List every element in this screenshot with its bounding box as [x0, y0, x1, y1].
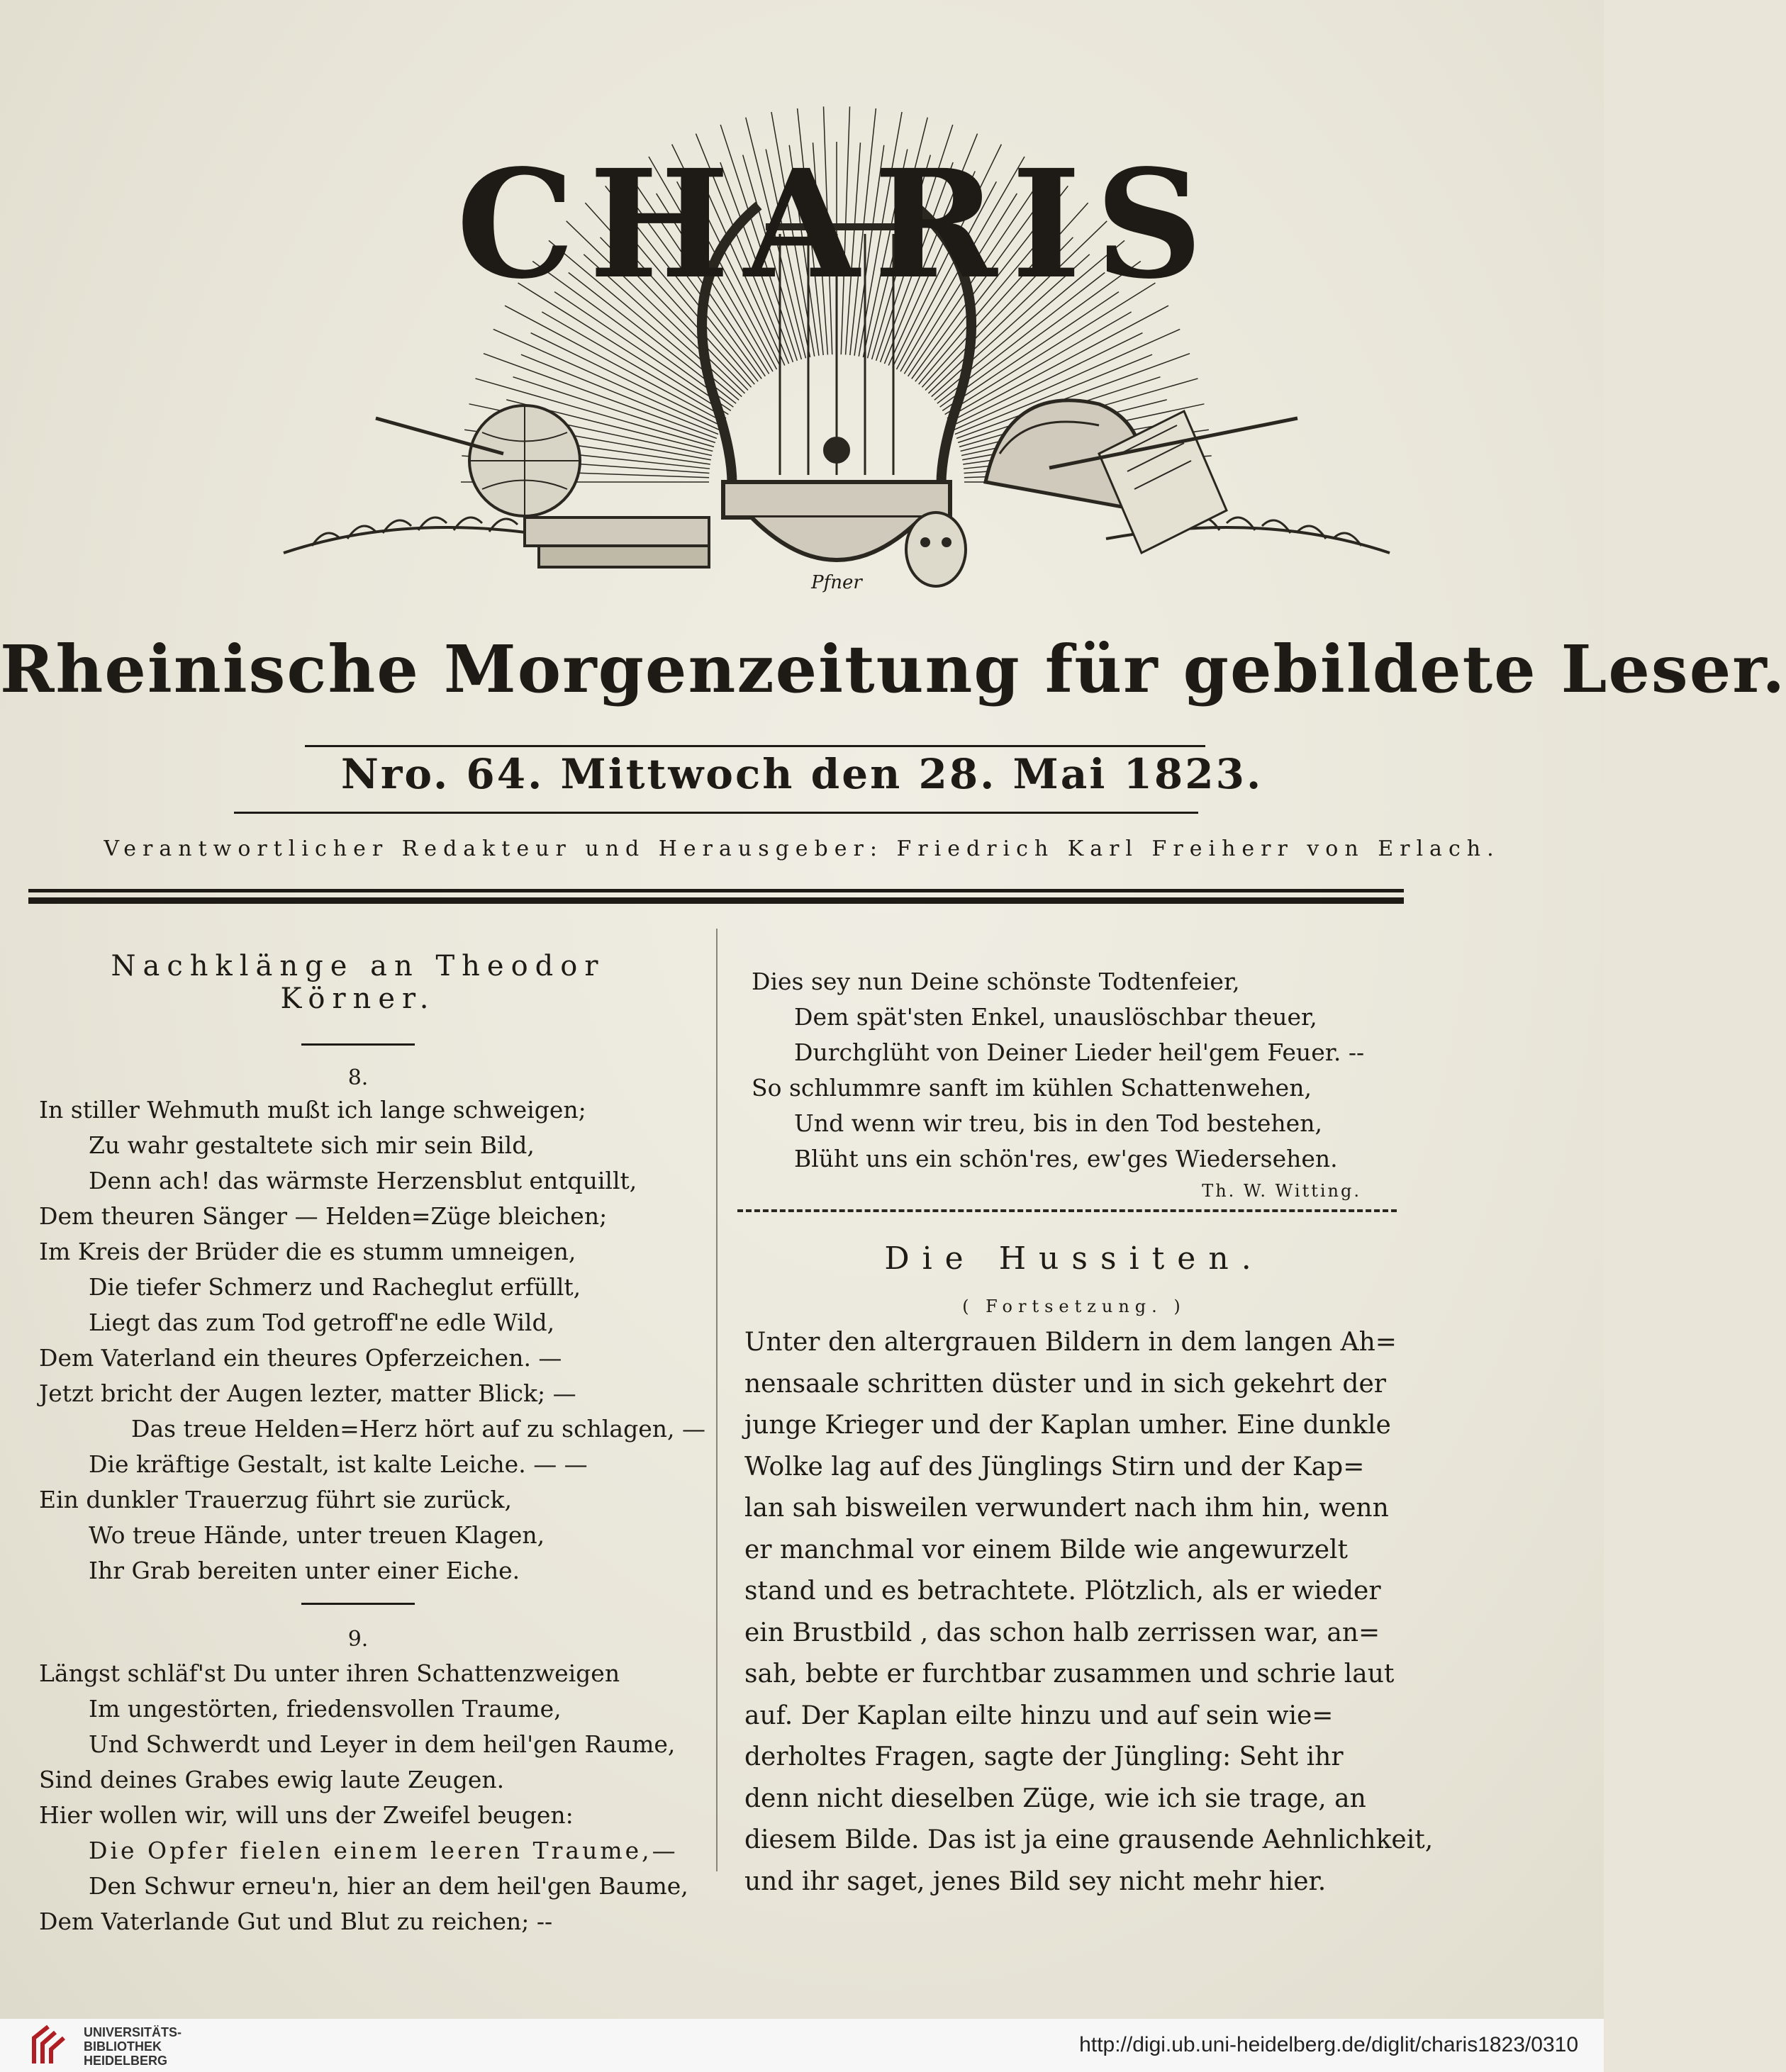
right-column	[744, 964, 1434, 1903]
verse-line: Blüht uns ein schön'res, ew'ges Wiedersehen.	[794, 1145, 1338, 1172]
header-double-rule-top	[28, 889, 1404, 892]
text-line: sah, bebte er furchtbar zusammen und schrie laut	[744, 1659, 1395, 1689]
stanza-number: 9.	[347, 1627, 369, 1652]
verse-line: So schlummre sanft im kühlen Schattenwehen,	[752, 1074, 1312, 1102]
verse-line: Zu wahr gestaltete sich mir sein Bild,	[89, 1131, 535, 1159]
sun-ray	[531, 333, 722, 427]
poem-title-rule	[301, 1043, 415, 1046]
library-footer	[0, 2019, 1604, 2072]
text-line: junge Krieger und der Kaplan umher. Eine dunkle	[744, 1411, 1391, 1440]
text-line: auf. Der Kaplan eilte hinzu und auf sein wie=	[744, 1701, 1334, 1730]
verse-line: Längst schläf'st Du unter ihren Schattenzweigen	[39, 1659, 620, 1687]
library-name	[84, 2025, 182, 2068]
stanza-divider	[301, 1603, 415, 1605]
issue-top-rule	[305, 745, 1205, 747]
text-line: lan sah bisweilen verwundert nach ihm hin, wenn	[744, 1494, 1389, 1523]
verse-line: Das treue Helden=Herz hört auf zu schlagen, —	[131, 1415, 705, 1443]
library-name-line: HEIDELBERG	[84, 2054, 168, 2068]
story-title: Die Hussiten.	[884, 1241, 1264, 1277]
verse-line: Sind deines Grabes ewig laute Zeugen.	[39, 1766, 505, 1793]
verse-line: Den Schwur erneu'n, hier an dem heil'gen Baume,	[89, 1872, 688, 1900]
column-divider	[716, 929, 718, 1871]
verse-line: Und Schwerdt und Leyer in dem heil'gen Raume,	[89, 1730, 676, 1758]
text-line: nensaale schritten düster und in sich gekehrt der	[744, 1369, 1386, 1399]
newspaper-subtitle: Rheinische Morgenzeitung für gebildete Leser.	[0, 631, 1786, 707]
verse-line: Im ungestörten, friedensvollen Traume,	[89, 1695, 562, 1723]
verse-line: Und wenn wir treu, bis in den Tod bestehen,	[794, 1109, 1322, 1137]
verse-line: Dies sey nun Deine schönste Todtenfeier,	[752, 968, 1240, 995]
text-line: denn nicht dieselben Züge, wie ich sie trage, an	[744, 1783, 1366, 1813]
verse-line: Dem Vaterlande Gut und Blut zu reichen; --	[39, 1908, 553, 1935]
verse-line: Die Opfer fielen einem leeren Traume,—	[89, 1837, 679, 1864]
library-name-line: BIBLIOTHEK	[84, 2039, 162, 2054]
university-library-logo-icon	[27, 2022, 72, 2068]
verse-line: Hier wollen wir, will uns der Zweifel beugen:	[39, 1801, 574, 1829]
poem-signature: Th. W. Witting.	[1202, 1181, 1361, 1201]
verse-line: Jetzt bricht der Augen lezter, matter Blick; —	[39, 1379, 576, 1407]
verse-line: Wo treue Hände, unter treuen Klagen,	[89, 1521, 545, 1549]
verse-line: Im Kreis der Brüder die es stumm umneigen,	[39, 1238, 576, 1265]
masthead-title: CHARIS	[456, 137, 1217, 312]
verse-line: Durchglüht von Deiner Lieder heil'gem Feuer. --	[794, 1038, 1365, 1066]
article-separator	[737, 1209, 1397, 1212]
verse-line: Dem spät'sten Enkel, unauslöschbar theuer,	[794, 1003, 1317, 1031]
library-name-line: UNIVERSITÄTS-	[84, 2025, 182, 2039]
continued-note: ( Fortsetzung. )	[962, 1297, 1186, 1316]
poem-continuation	[744, 964, 1404, 1177]
stanza	[39, 1656, 688, 1939]
text-line: und ihr saget, jenes Bild sey nicht mehr hier.	[744, 1866, 1327, 1896]
text-line: diesem Bilde. Das ist ja eine grausende Aehnlichkeit,	[744, 1825, 1434, 1854]
issue-date-line: Nro. 64. Mittwoch den 28. Mai 1823.	[340, 750, 1263, 798]
story-text	[744, 1322, 1434, 1903]
verse-line: Ein dunkler Trauerzug führt sie zurück,	[39, 1486, 513, 1513]
text-line: er manchmal vor einem Bilde wie angewurzelt	[744, 1535, 1349, 1564]
masthead-illustration	[269, 85, 1404, 624]
stanza-number: 8.	[347, 1065, 369, 1090]
verse-line: Dem theuren Sänger — Helden=Züge bleichen;	[39, 1202, 608, 1230]
verse-line: Dem Vaterland ein theures Opferzeichen. —	[39, 1344, 562, 1372]
permalink-url[interactable]: http://digi.ub.uni-heidelberg.de/diglit/charis1823/0310	[1079, 2033, 1578, 2056]
poem-title: Nachklänge an Theodor Körner.	[111, 950, 605, 1015]
text-line: derholtes Fragen, sagte der Jüngling: Seht ihr	[744, 1742, 1344, 1771]
text-line: Unter den altergrauen Bildern in dem langen Ah=	[744, 1328, 1397, 1357]
verse-line: Ihr Grab bereiten unter einer Eiche.	[89, 1557, 520, 1584]
verse-line: Liegt das zum Tod getroff'ne edle Wild,	[89, 1309, 555, 1336]
header-double-rule-bottom	[28, 897, 1404, 904]
verse-line: In stiller Wehmuth mußt ich lange schweigen;	[39, 1096, 586, 1124]
text-line: ein Brustbild , das schon halb zerrissen war, an=	[744, 1618, 1380, 1647]
text-line: Wolke lag auf des Jünglings Stirn und der Kap=	[744, 1452, 1365, 1482]
poem-column	[39, 950, 705, 1939]
stanza	[39, 1092, 705, 1589]
verse-line: Die kräftige Gestalt, ist kalte Leiche. — —	[89, 1450, 588, 1478]
masthead-engraving	[269, 85, 1404, 624]
verse-line: Denn ach! das wärmste Herzensblut entquillt,	[89, 1167, 637, 1194]
text-line: stand und es betrachtete. Plötzlich, als er wieder	[744, 1577, 1381, 1606]
editor-line: Verantwortlicher Redakteur und Herausgeber: Friedrich Karl Freiherr von Erlach.	[104, 836, 1500, 861]
engraver-mark: Pfner	[811, 572, 862, 593]
verse-line: Die tiefer Schmerz und Racheglut erfüllt,	[89, 1273, 581, 1301]
issue-bottom-rule	[234, 812, 1198, 814]
sun-ray	[505, 306, 724, 422]
